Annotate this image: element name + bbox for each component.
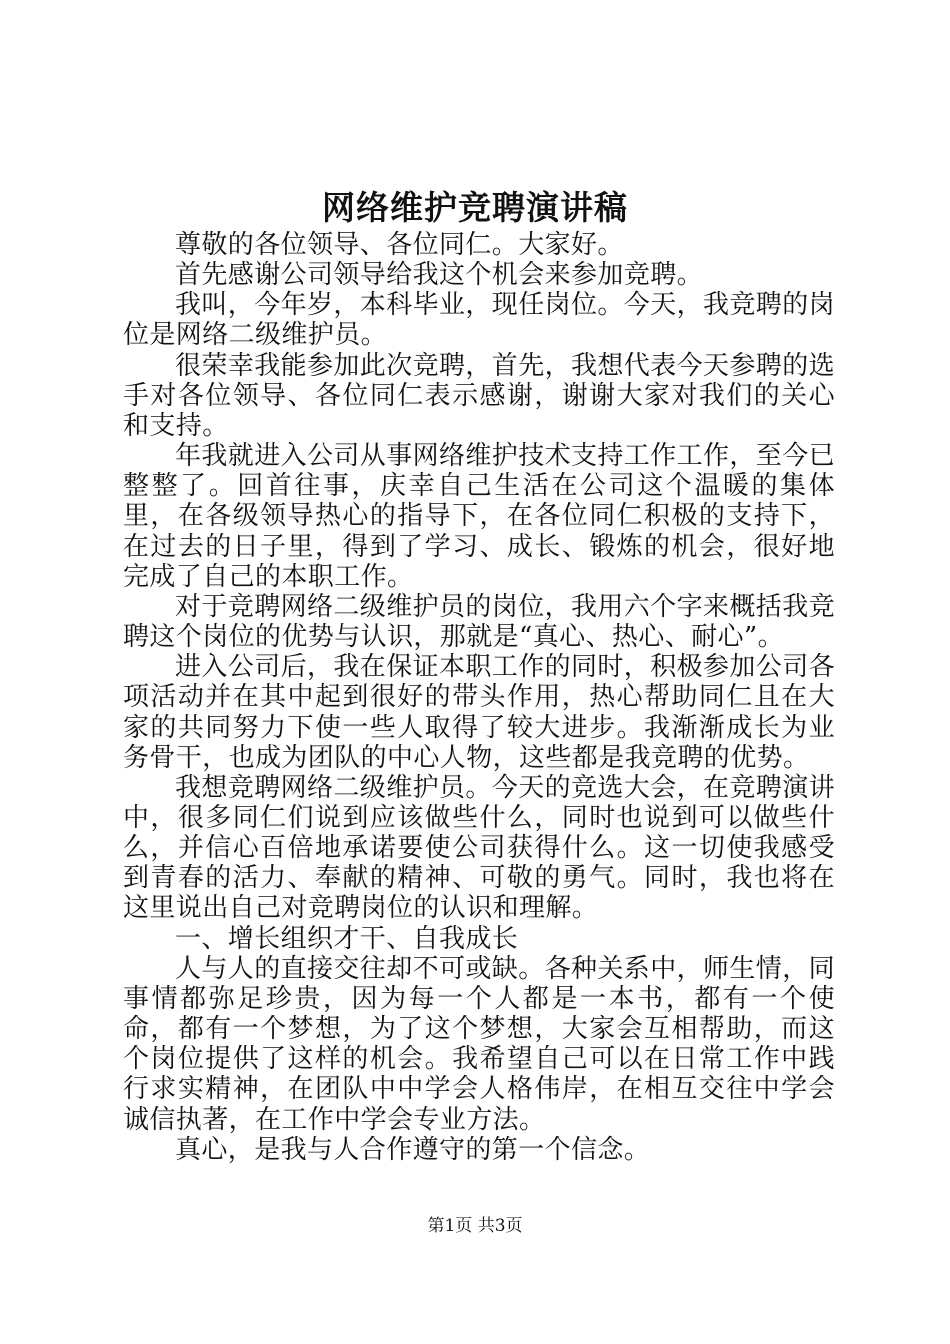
paragraph: 对于竞聘网络二级维护员的岗位，我用六个字来概括我竞聘这个岗位的优势与认识，那就是“真心、热心、耐心”。 <box>123 591 836 653</box>
paragraph: 进入公司后，我在保证本职工作的同时，积极参加公司各项活动并在其中起到很好的带头作用，热心帮助同仁且在大家的共同努力下使一些人取得了较大进步。我渐渐成长为业务骨干，也成为团队的中心人物，这些都是我竞聘的优势。 <box>123 652 836 773</box>
paragraph: 人与人的直接交往却不可或缺。各种关系中，师生情，同事情都弥足珍贵，因为每一个人都是一本书，都有一个使命，都有一个梦想，为了这个梦想，大家会互相帮助，而这个岗位提供了这样的机会。我希望自己可以在日常工作中践行求实精神，在团队中中学会人格伟岸，在相互交往中学会诚信执著，在工作中学会专业方法。 <box>123 953 836 1135</box>
document-title: 网络维护竞聘演讲稿 <box>322 188 628 227</box>
paragraph: 真心，是我与人合作遵守的第一个信念。 <box>175 1134 651 1165</box>
document-body <box>123 230 835 1165</box>
paragraph: 我叫，今年岁，本科毕业，现任岗位。今天，我竞聘的岗位是网络二级维护员。 <box>123 290 836 351</box>
paragraph: 很荣幸我能参加此次竞聘，首先，我想代表今天参聘的选手对各位领导、各位同仁表示感谢，谢谢大家对我们的关心和支持。 <box>123 350 836 441</box>
page-footer: 第1页 共3页 <box>427 1216 523 1236</box>
paragraph: 年我就进入公司从事网络维护技术支持工作工作，至今已整整了。回首往事，庆幸自己生活在公司这个温暖的集体里，在各级领导热心的指导下，在各位同仁积极的支持下，在过去的日子里，得到了学习、成长、锻炼的机会，很好地完成了自己的本职工作。 <box>123 441 836 592</box>
section-heading: 一、增长组织才干、自我成长 <box>175 923 519 954</box>
paragraph: 我想竞聘网络二级维护员。今天的竞选大会，在竞聘演讲中，很多同仁们说到应该做些什么，同时也说到可以做些什么，并信心百倍地承诺要使公司获得什么。这一切使我感受到青春的活力、奉献的精神、可敬的勇气。同时，我也将在这里说出自己对竞聘岗位的认识和理解。 <box>123 772 836 924</box>
paragraph: 首先感谢公司领导给我这个机会来参加竞聘。 <box>175 260 704 291</box>
paragraph: 尊敬的各位领导、各位同仁。大家好。 <box>175 230 624 260</box>
